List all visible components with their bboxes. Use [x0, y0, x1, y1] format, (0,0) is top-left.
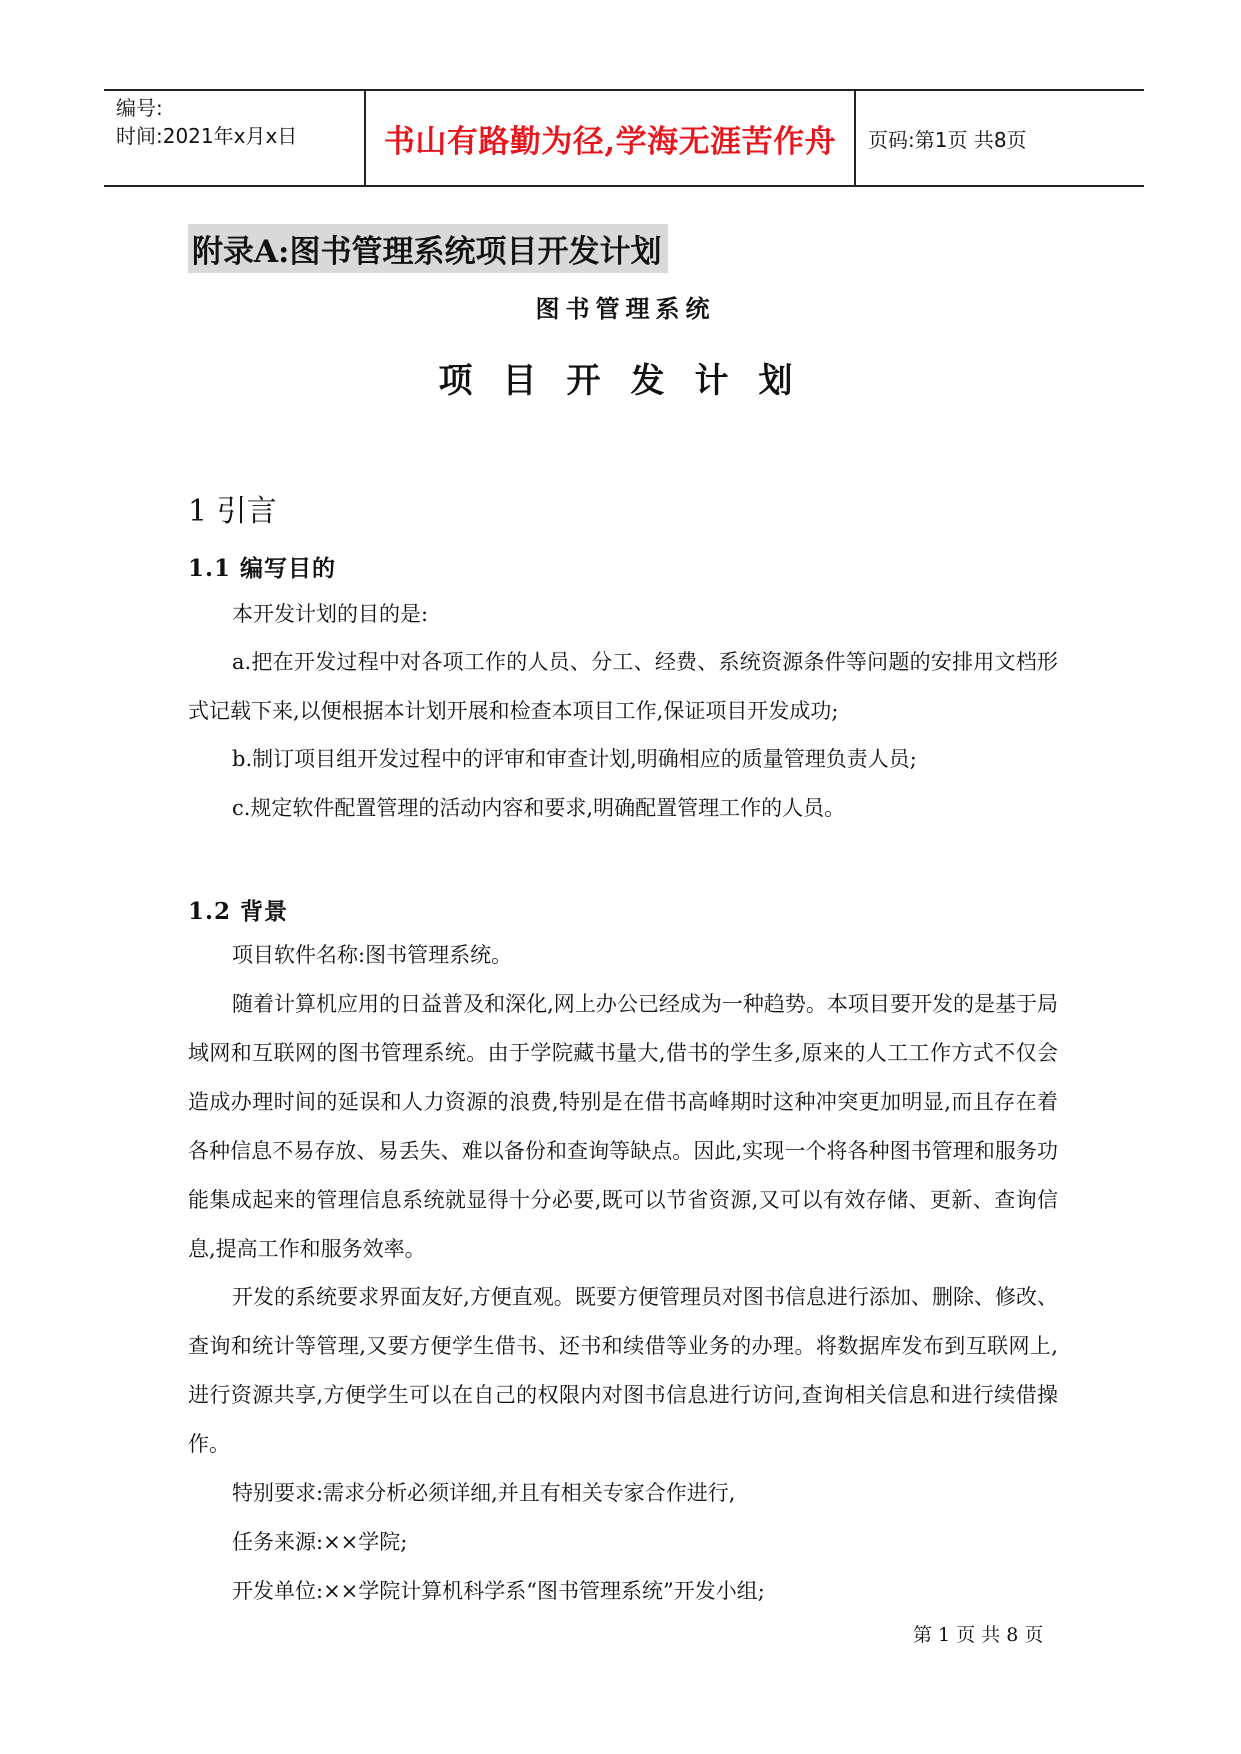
section-1-2-paragraph-6: 开发单位:××学院计算机科学系“图书管理系统”开发小组;	[232, 1579, 765, 1603]
header-time-label: 时间:2021年x月x日	[116, 124, 298, 148]
section-1-1-item-b: b.制订项目组开发过程中的评审和审查计划,明确相应的质量管理负责人员;	[232, 747, 917, 771]
section-1-2-heading: 1.2 背景	[188, 898, 289, 925]
document-subtitle: 图书管理系统	[535, 294, 716, 323]
header-page-label: 页码:第1页 共8页	[868, 127, 1027, 152]
document-main-title: 项目开发计划	[438, 361, 823, 401]
section-1-1-item-c: c.规定软件配置管理的活动内容和要求,明确配置管理工作的人员。	[232, 796, 846, 820]
appendix-title: 附录A:图书管理系统项目开发计划	[188, 224, 668, 273]
document-header	[104, 89, 1144, 187]
section-1-heading: 1 引言	[188, 494, 277, 529]
section-1-2-paragraph-5: 任务来源:××学院;	[232, 1530, 408, 1554]
section-1-1-item-a: a.把在开发过程中对各项工作的人员、分工、经费、系统资源条件等问题的安排用文档形式记载下来,以便根据本计划开展和检查本项目工作,保证项目开发成功;	[188, 650, 1058, 723]
section-1-2-paragraph-1: 项目软件名称:图书管理系统。	[232, 943, 513, 967]
header-motto: 书山有路勤为径,学海无涯苦作舟	[366, 91, 856, 185]
page-footer: 第 1 页 共 8 页	[913, 1624, 1044, 1646]
section-1-2-paragraph-3: 开发的系统要求界面友好,方便直观。既要方便管理员对图书信息进行添加、删除、修改、查询和统计等管理,又要方便学生借书、还书和续借等业务的办理。将数据库发布到互联网上,进行资源共享,方便学生可以在自己的权限内对图书信息进行访问,查询相关信息和进行续借操作。	[188, 1285, 1058, 1456]
header-info-cell	[104, 91, 366, 185]
section-1-2-paragraph-4: 特别要求:需求分析必须详细,并且有相关专家合作进行,	[232, 1481, 736, 1505]
header-number-label: 编号:	[116, 96, 163, 120]
section-1-2-paragraph-2: 随着计算机应用的日益普及和深化,网上办公已经成为一种趋势。本项目要开发的是基于局域网和互联网的图书管理系统。由于学院藏书量大,借书的学生多,原来的人工工作方式不仅会造成办理时间的延误和人力资源的浪费,特别是在借书高峰期时这种冲突更加明显,而且存在着各种信息不易存放、易丢失、难以备份和查询等缺点。因此,实现一个将各种图书管理和服务功能集成起来的管理信息系统就显得十分必要,既可以节省资源,又可以有效存储、更新、查询信息,提高工作和服务效率。	[188, 992, 1058, 1261]
section-1-1-intro: 本开发计划的目的是:	[232, 602, 429, 626]
section-1-1-heading: 1.1 编写目的	[188, 555, 337, 582]
